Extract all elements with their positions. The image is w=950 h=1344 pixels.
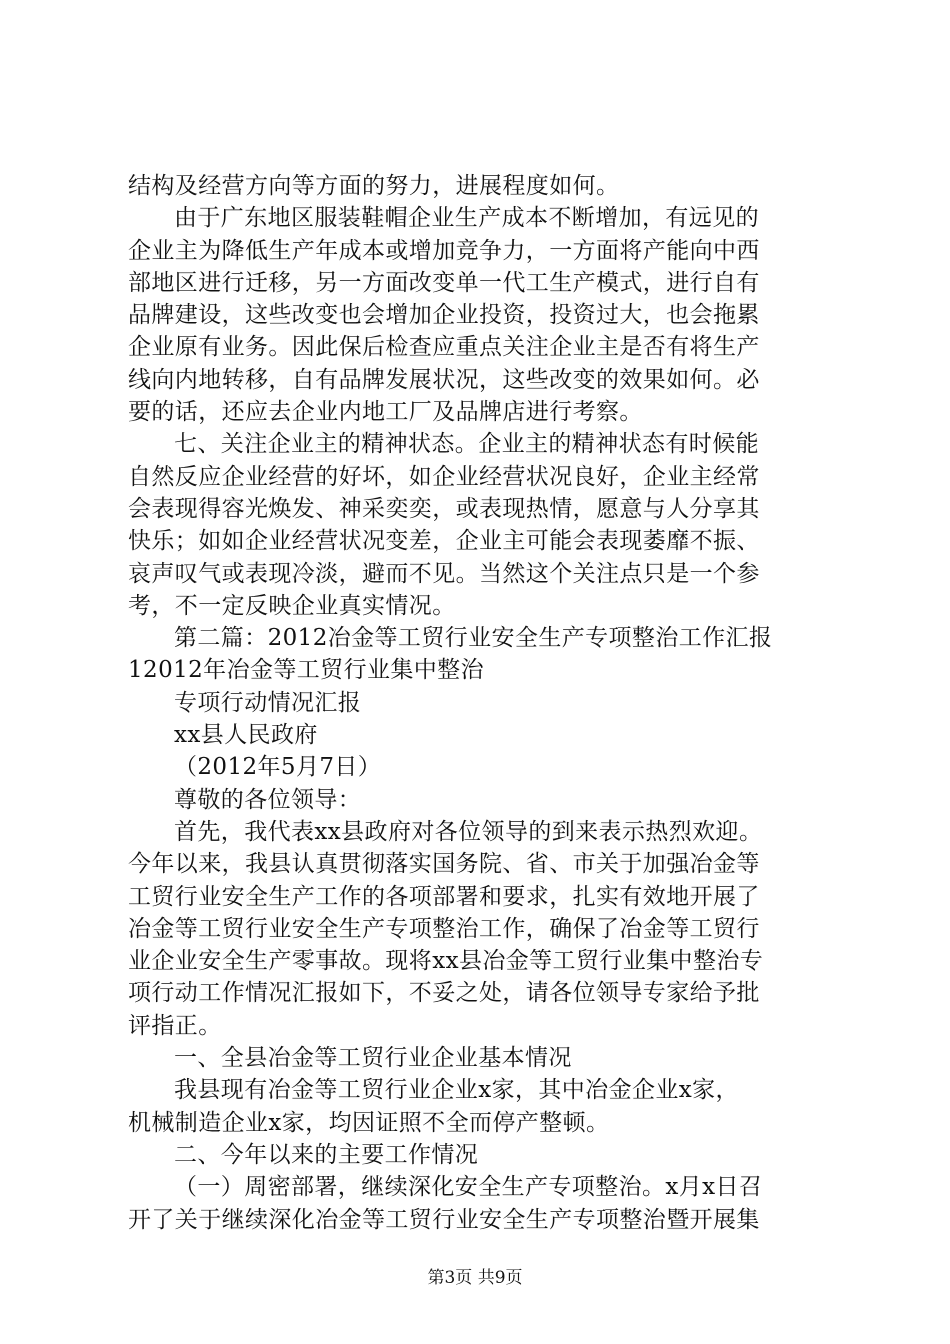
text-line: 结构及经营方向等方面的努力，进展程度如何。: [128, 173, 620, 199]
page-footer: [0, 1268, 950, 1288]
text-line: 工贸行业安全生产工作的各项部署和要求，扎实有效地开展了: [128, 883, 760, 910]
text-line: 今年以来，我县认真贯彻落实国务院、省、市关于加强冶金等: [128, 851, 760, 878]
text-line: 品牌建设，这些改变也会增加企业投资，投资过大，也会拖累: [128, 302, 760, 329]
text-line: （一）周密部署，继续深化安全生产专项整治。x月x日召: [174, 1174, 763, 1201]
text-line: 哀声叹气或表现冷淡，避而不见。当然这个关注点只是一个参: [128, 560, 760, 587]
page-number-label: 第3页 共9页: [427, 1268, 523, 1288]
text-line: 考，不一定反映企业真实情况。: [128, 592, 456, 619]
text-line: 第二篇：2012冶金等工贸行业安全生产专项整治工作汇报: [174, 625, 773, 652]
text-line: 首先，我代表xx县政府对各位领导的到来表示热烈欢迎。: [174, 818, 763, 845]
text-line: 一、全县冶金等工贸行业企业基本情况: [174, 1045, 572, 1072]
text-line: 企业主为降低生产年成本或增加竞争力，一方面将产能向中西: [128, 237, 760, 264]
text-line: 尊敬的各位领导：: [174, 786, 362, 813]
text-line: 部地区进行迁移，另一方面改变单一代工生产模式，进行自有: [128, 269, 760, 296]
text-line: 机械制造企业x家，均因证照不全而停产整顿。: [128, 1109, 610, 1136]
text-line: 快乐；如如企业经营状况变差，企业主可能会表现萎靡不振、: [128, 528, 760, 555]
text-line: 12012年冶金等工贸行业集中整治: [128, 657, 484, 684]
text-line: 专项行动情况汇报: [174, 689, 362, 716]
text-line: 评指正。: [128, 1012, 222, 1039]
text-line: xx县人民政府: [174, 722, 318, 749]
text-line: 由于广东地区服装鞋帽企业生产成本不断增加，有远见的: [174, 205, 759, 232]
text-line: 线向内地转移，自有品牌发展状况，这些改变的效果如何。必: [128, 366, 760, 393]
text-line: 二、今年以来的主要工作情况: [174, 1141, 479, 1168]
text-line: 项行动工作情况汇报如下，不妥之处，请各位领导专家给予批: [128, 980, 760, 1007]
text-line: 冶金等工贸行业安全生产专项整治工作，确保了冶金等工贸行: [128, 915, 760, 942]
text-line: 七、关注企业主的精神状态。企业主的精神状态有时候能: [174, 431, 759, 458]
text-line: 业企业安全生产零事故。现将xx县冶金等工贸行业集中整治专: [128, 948, 764, 975]
document-body: [128, 170, 828, 1236]
text-line: 企业原有业务。因此保后检查应重点关注企业主是否有将生产: [128, 334, 760, 361]
text-line: 自然反应企业经营的好坏，如企业经营状况良好，企业主经常: [128, 463, 760, 490]
text-line: 要的话，还应去企业内地工厂及品牌店进行考察。: [128, 399, 643, 426]
text-line: （2012年5月7日）: [174, 754, 382, 781]
text-line: 我县现有冶金等工贸行业企业x家，其中冶金企业x家，: [174, 1077, 739, 1104]
text-line: 开了关于继续深化冶金等工贸行业安全生产专项整治暨开展集: [128, 1206, 760, 1233]
text-line: 会表现得容光焕发、神采奕奕，或表现热情，愿意与人分享其: [128, 495, 760, 522]
